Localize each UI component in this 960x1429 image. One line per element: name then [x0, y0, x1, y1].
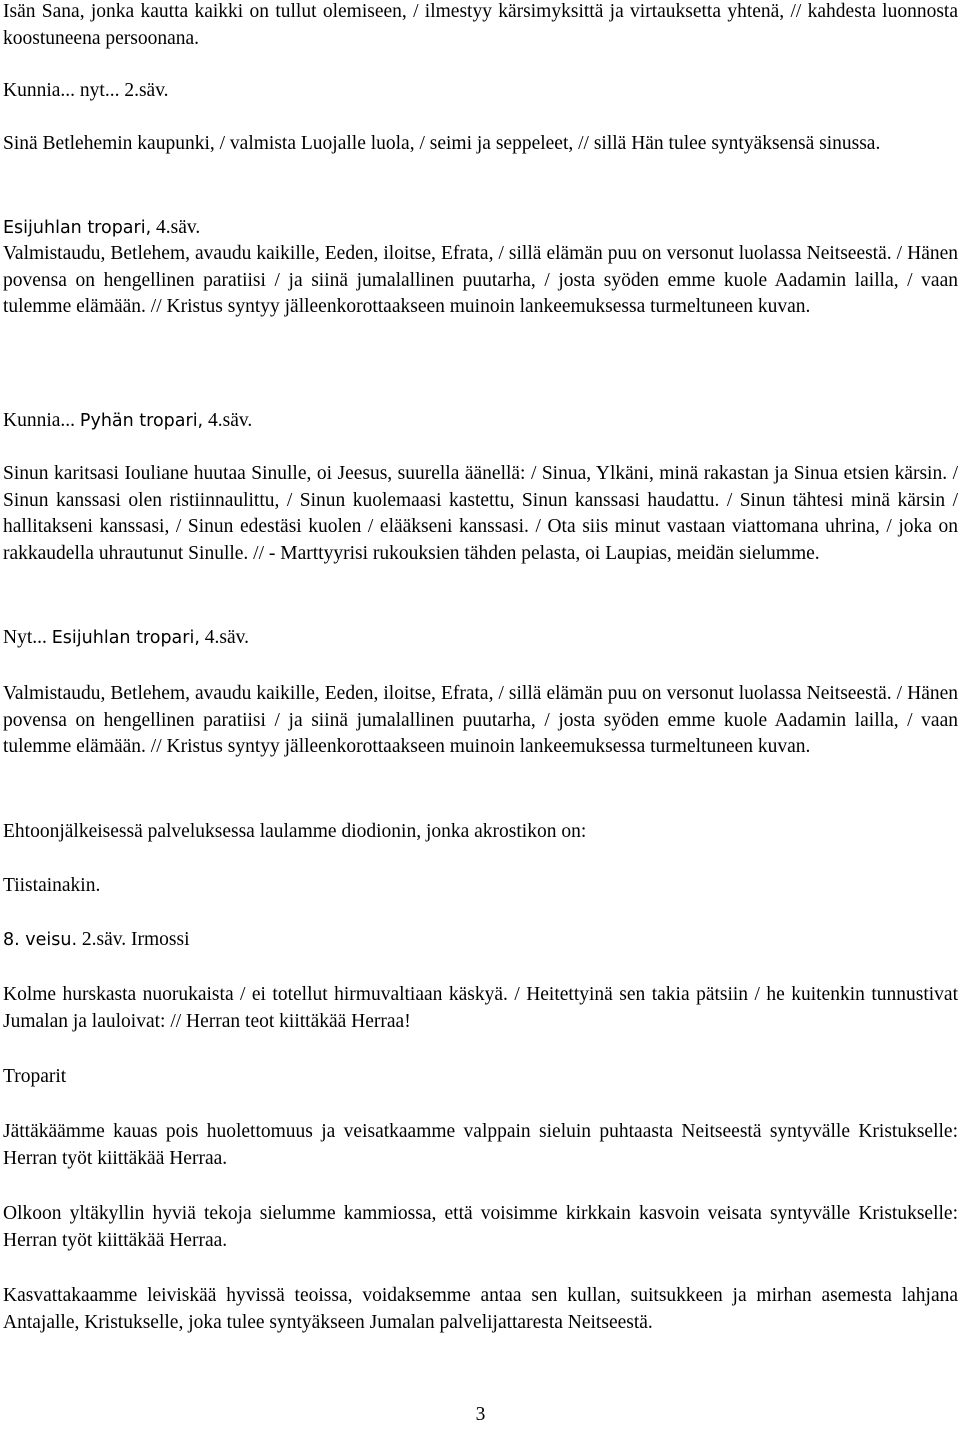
paragraph-valmistaudu-1: Valmistaudu, Betlehem, avaudu kaikille, Eeden, iloitse, Efrata, / sillä elämän puu on versonut luolassa Neitseestä. / Hänen povensa on hengellinen paratiisi / ja siinä jumalallinen puutarha, / josta syöden emme kuole Aadamin lailla, / vaan tulemme elämään. // Kristus syntyy jälleenkorottaakseen muinoin lankeemuksessa turmeltuneen kuvan. [3, 243, 958, 317]
paragraph-troparit-1: Jättäkäämme kauas pois huolettomuus ja veisatkaamme valppain sieluin puhtaasta Neitseestä syntyvälle Kristukselle: Herran työt kiittäkää Herraa. [3, 1121, 958, 1169]
heading-prefix: Kunnia... [3, 410, 80, 431]
paragraph-troparit-3: Kasvattakaamme leiviskää hyvissä teoissa, voidaksemme antaa sen kullan, suitsukkeen ja mirhan asemesta lahjana Antajalle, Kristukselle, joka tulee syntyäkseen Jumalan palvelijattaresta Neitseestä. [3, 1285, 958, 1333]
heading-nyt-esijuhlan-tropari [3, 625, 958, 652]
paragraph-iouliane: Sinun karitsasi Iouliane huutaa Sinulle, oi Jeesus, suurella äänellä: / Sinua, Ylkäni, minä rakastan ja Sinua etsien kärsin. / Sinun kanssasi olen ristiinnaulittu, / Sinun kuolemaasi kastettu, Sinun kanssasi haudattu. / Sinun tähtesi minä kärsin / hallitakseni kanssasi, / Sinun edestäsi kuolen / elääkseni kanssasi. / Ota siis minut vastaan viattomana uhrina, / joka on rakkaudella uhrautunut Sinulle. // - Marttyyrisi rukouksien tähden pelasta, oi Laupias, meidän sielumme. [3, 463, 958, 564]
paragraph-ehtoonjalkeinen: Ehtoonjälkeisessä palveluksessa laulamme diodionin, jonka akrostikon on: [3, 821, 587, 842]
heading-pyhan-tropari [3, 408, 958, 435]
heading-title: Esijuhlan tropari, [3, 218, 152, 238]
heading-title: 8. veisu. [3, 930, 78, 950]
heading-8-veisu [3, 927, 958, 954]
heading-rest: 2.säv. Irmossi [77, 929, 190, 950]
paragraph-troparit-2: Olkoon yltäkyllin hyviä tekoja sielumme kammiossa, että voisimme kirkkain kasvoin veisata syntyvälle Kristukselle: Herran työt kiittäkää Herraa. [3, 1203, 958, 1251]
heading-tone: 4.säv. [151, 217, 201, 238]
heading-title: Pyhän tropari, [79, 411, 204, 431]
document-page [3, 0, 958, 1425]
paragraph-betlehem: Sinä Betlehemin kaupunki, / valmista Luojalle luola, / seimi ja seppeleet, // sillä Hän tulee syntyäksensä sinussa. [3, 133, 881, 154]
heading-title: Esijuhlan tropari, [51, 628, 200, 648]
paragraph-tiistainakin: Tiistainakin. [3, 875, 101, 896]
paragraph-valmistaudu-2: Valmistaudu, Betlehem, avaudu kaikille, Eeden, iloitse, Efrata, / sillä elämän puu on versonut luolassa Neitseestä. / Hänen povensa on hengellinen paratiisi / ja siinä jumalallinen puutarha, / josta syöden emme kuole Aadamin lailla, / vaan tulemme elämään. // Kristus syntyy jälleenkorottaakseen muinoin lankeemuksessa turmeltuneen kuvan. [3, 683, 958, 757]
heading-tone: 4.säv. [203, 410, 253, 431]
page-number: 3 [475, 1404, 486, 1425]
paragraph-troparit: Troparit [3, 1066, 67, 1087]
paragraph-kunnia-nyt: Kunnia... nyt... 2.säv. [3, 80, 169, 101]
paragraph-intro: Isän Sana, jonka kautta kaikki on tullut olemiseen, / ilmestyy kärsimyksittä ja virtauksetta yhtenä, // kahdesta luonnosta koostuneena persoonana. [3, 1, 958, 49]
heading-tone: 4.säv. [199, 627, 250, 648]
heading-esijuhlan-tropari [3, 215, 958, 242]
paragraph-irmossi: Kolme hurskasta nuorukaista / ei totellut hirmuvaltiaan käskyä. / Heitettyinä sen takia pätsiin / he kuitenkin tunnustivat Jumalan ja lauloivat: // Herran teot kiittäkää Herraa! [3, 984, 958, 1032]
heading-prefix: Nyt... [3, 627, 52, 648]
